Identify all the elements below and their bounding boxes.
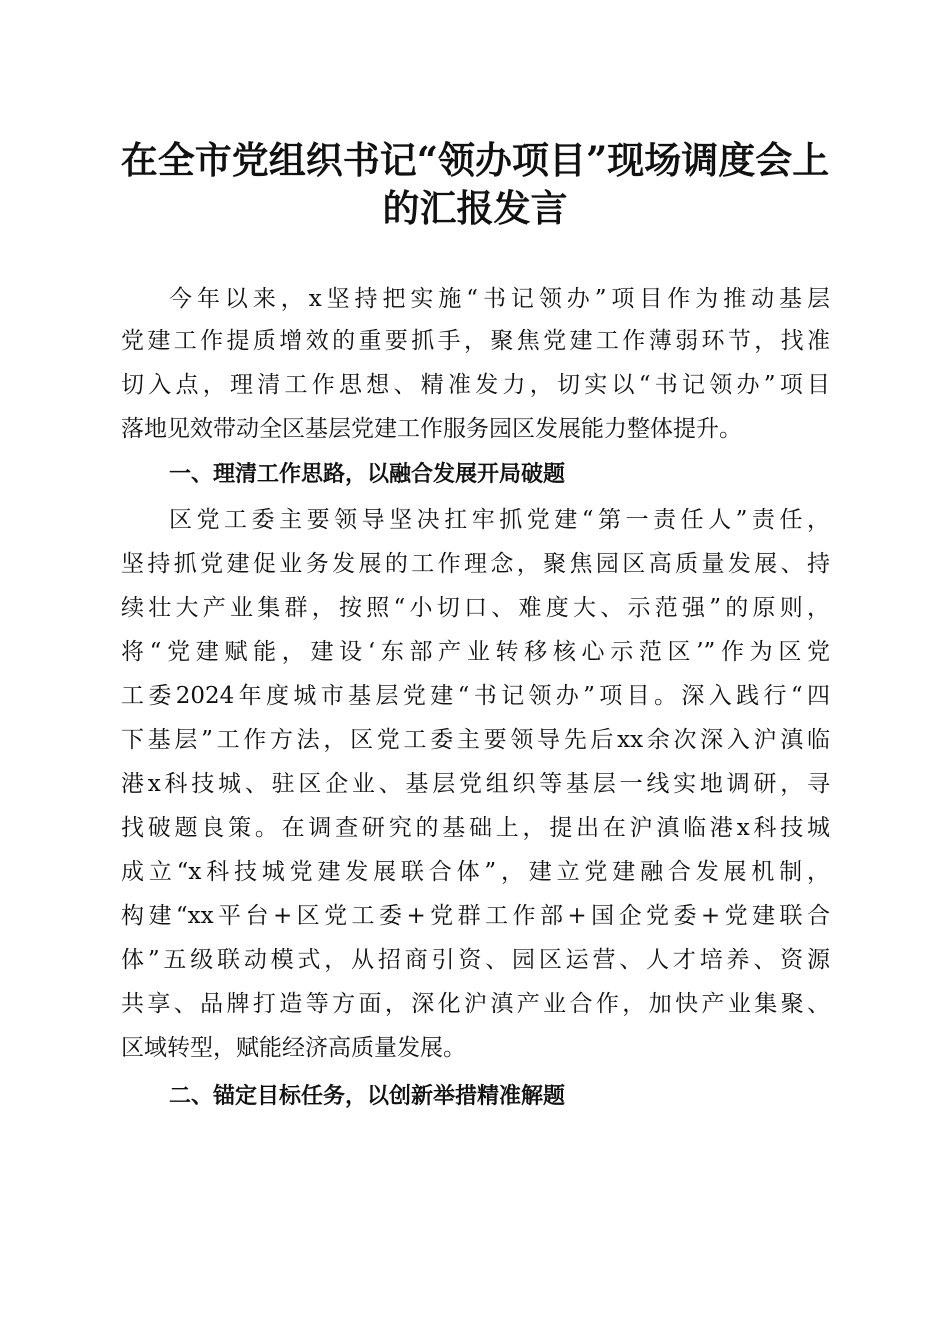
section-1-line: 找破题良策。在调查研究的基础上，提出在沪滇临港x科技城: [121, 815, 830, 841]
section-1-line: 区域转型，赋能经济高质量发展。: [121, 1035, 466, 1061]
section-1-line: 区党工委主要领导坚决扛牢抓党建“第一责任人”责任，: [169, 507, 830, 533]
section-2-heading: 二、锚定目标任务，以创新举措精准解题: [169, 1084, 566, 1109]
section-1-line: 工委2024年度城市基层党建“书记领办”项目。深入践行“四: [121, 683, 830, 709]
section-1-line: 构建“xx平台+区党工委+党群工作部+国企党委+党建联合: [121, 903, 830, 929]
section-1-line: 港x科技城、驻区企业、基层党组织等基层一线实地调研，寻: [121, 771, 830, 797]
section-1-line: 体”五级联动模式，从招商引资、园区运营、人才培养、资源: [121, 947, 830, 973]
section-1-heading: 一、理清工作思路，以融合发展开局破题: [169, 462, 566, 487]
document-title-line-2: 的汇报发言: [382, 186, 568, 230]
document-title-line-1: 在全市党组织书记“领办项目”现场调度会上: [120, 138, 830, 182]
intro-line: 切入点，理清工作思想、精准发力，切实以“书记领办”项目: [121, 372, 830, 398]
section-1-line: 坚持抓党建促业务发展的工作理念，聚焦园区高质量发展、持: [121, 551, 830, 577]
section-1-line: 将“党建赋能，建设‘东部产业转移核心示范区’”作为区党: [121, 639, 830, 665]
intro-line: 今年以来，x坚持把实施“书记领办”项目作为推动基层: [169, 286, 830, 312]
intro-line: 党建工作提质增效的重要抓手，聚焦党建工作薄弱环节，找准: [121, 328, 830, 354]
section-1-line: 续壮大产业集群，按照“小切口、难度大、示范强”的原则，: [121, 595, 830, 621]
section-1-line: 成立“x科技城党建发展联合体”，建立党建融合发展机制，: [121, 859, 830, 885]
intro-line: 落地见效带动全区基层党建工作服务园区发展能力整体提升。: [121, 416, 742, 442]
section-1-line: 下基层”工作方法，区党工委主要领导先后xx余次深入沪滇临: [121, 727, 830, 753]
section-1-line: 共享、品牌打造等方面，深化沪滇产业合作，加快产业集聚、: [121, 991, 830, 1017]
